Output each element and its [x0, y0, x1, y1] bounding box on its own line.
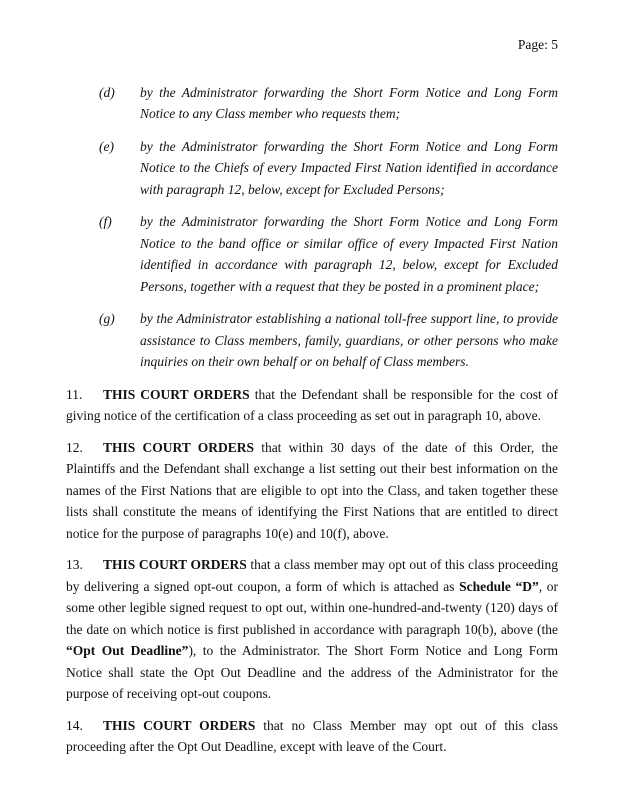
- paragraph-text: [66, 718, 558, 755]
- subitem-text: by the Administrator forwarding the Short Form Notice and Long Form Notice to any Class member who requests them;: [140, 84, 558, 121]
- subitem-label: (g): [99, 311, 115, 326]
- paragraph-bold-segment: “Opt Out Deadline”: [66, 643, 189, 658]
- subitem-list: [66, 82, 558, 373]
- order-paragraph-list: [66, 384, 558, 758]
- subitem-text: by the Administrator forwarding the Short Form Notice and Long Form Notice to the band office or similar office of every Impacted First Nation identified in accordance with paragraph 12, below, except for Excluded Persons, together with a request that they be posted in a prominent place;: [140, 214, 558, 294]
- paragraph-segment: , or some other legible signed request to opt out, within one-hundred-and-twenty (120) days of the date on which notice is first published in accordance with paragraph 10(b), above (the: [66, 578, 559, 637]
- subitem-label: (e): [99, 138, 114, 154]
- subitem-label: (f): [99, 214, 112, 229]
- order-paragraph: [66, 715, 558, 758]
- paragraph-number: 13.: [66, 557, 83, 572]
- paragraph-number: 14.: [66, 717, 83, 733]
- page-number: Page: 5: [517, 37, 558, 52]
- subitem: [99, 308, 558, 373]
- paragraph-segment: that no Class Member may opt out of this class proceeding after the Opt Out Deadline, except with leave of the Court.: [66, 717, 558, 754]
- paragraph-segment: that the Defendant shall be responsible for the cost of giving notice of the certification of a class proceeding as set out in paragraph 10, above.: [66, 386, 558, 423]
- paragraph-segment: that within 30 days of the date of this Order, the Plaintiffs and the Defendant shall exchange a list setting out their best information on the names of the First Nations that are eligible to opt into the Class, and taken together these lists shall constitute the means of identifying the First Nations that are entitled to direct notice for the purpose of paragraphs 10(e) and 10(f), above.: [66, 439, 559, 541]
- paragraph-bold-segment: Schedule “D”: [459, 578, 539, 594]
- paragraph-segment: ), to the Administrator. The Short Form Notice and Long Form Notice shall state the Opt Out Deadline and the address of the Administrator for the purpose of receiving opt-out coupons.: [66, 643, 558, 701]
- paragraph-bold-segment: THIS COURT ORDERS: [103, 717, 256, 733]
- paragraph-text: [66, 440, 558, 541]
- paragraph-bold-segment: THIS COURT ORDERS: [103, 439, 254, 455]
- subitem: [99, 82, 558, 125]
- paragraph-text: [66, 387, 558, 424]
- paragraph-text: [66, 557, 558, 701]
- subitem-text: by the Administrator forwarding the Short Form Notice and Long Form Notice to the Chiefs of every Impacted First Nation identified in accordance with paragraph 12, below, except for Excluded Persons;: [140, 138, 558, 197]
- paragraph-segment: that a class member may opt out of this class proceeding by delivering a signed opt-out coupon, a form of which is attached as: [66, 557, 558, 594]
- subitem-label: (d): [99, 84, 115, 100]
- paragraph-number: 11.: [66, 386, 83, 402]
- subitem: [99, 136, 558, 201]
- subitem-text: by the Administrator establishing a national toll-free support line, to provide assistance to Class members, family, guardians, or other persons who make inquiries on their own behalf or on behalf of Class members.: [140, 311, 558, 369]
- paragraph-bold-segment: THIS COURT ORDERS: [103, 386, 250, 402]
- order-paragraph: [66, 437, 558, 545]
- paragraph-bold-segment: THIS COURT ORDERS: [103, 557, 247, 572]
- subitem: [99, 211, 558, 297]
- order-paragraph: [66, 384, 558, 427]
- order-paragraph: [66, 554, 558, 705]
- paragraph-number: 12.: [66, 439, 83, 455]
